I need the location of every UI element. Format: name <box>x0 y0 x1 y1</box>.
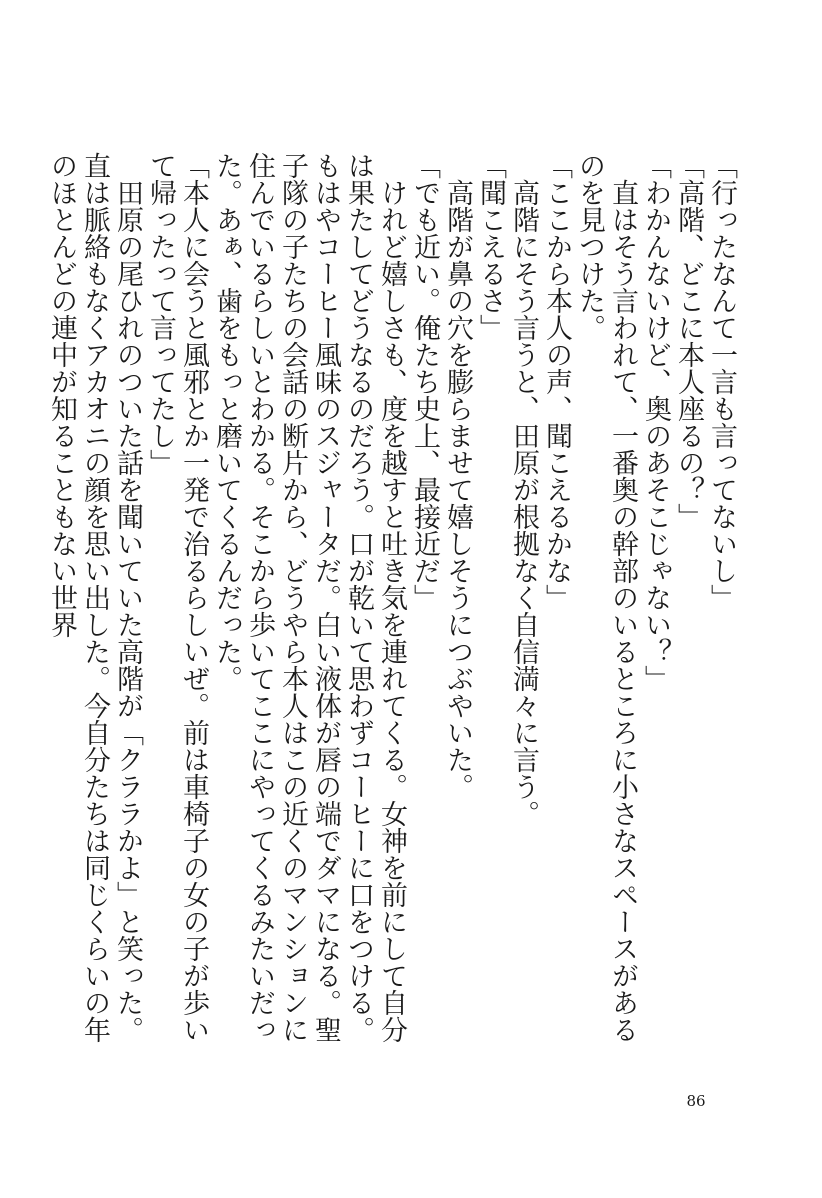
paragraph: 直はそう言われて、一番奥の幹部のいるところに小さなスペースがあるのを見つけた。 <box>574 152 638 1043</box>
paragraph: 「聞こえるさ」 <box>475 152 506 341</box>
vertical-text-body <box>46 152 738 1052</box>
paragraph: 「わかんないけど、奥のあそこじゃない？」 <box>640 152 671 692</box>
paragraph: 「でも近い。俺たち史上、最接近だ」 <box>409 152 440 611</box>
paragraph: 「行ったなんて一言も言ってないし」 <box>706 152 737 611</box>
page-number <box>0 1092 822 1110</box>
paragraph: 「本人に会うと風邪とか一発で治るらしいぜ。前は車椅子の女の子が歩いて帰ったって言ってたし」 <box>145 152 209 1043</box>
paragraph: 「高階、どこに本人座るの？」 <box>673 152 704 530</box>
page-number-text: 86 <box>686 1092 706 1110</box>
paragraph: 田原の尾ひれのついた話を聞いていた高階が「クララかよ」と笑った。直は脈絡もなくアカオニの顔を思い出した。今自分たちは同じくらいの年のほとんどの連中が知ることもない世界 <box>46 152 143 1043</box>
paragraph: けれど嬉しさも、度を越すと吐き気を連れてくる。女神を前にして自分は果たしてどうなるのだろう。口が乾いて思わずコーヒーに口をつける。もはやコーヒー風味のスジャータだ。白い液体が唇の端でダマになる。聖子隊の子たちの会話の断片から、どうやら本人はこの近くのマンションに住んでいるらしいとわかる。そこから歩いてここにやってくるみたいだった。あぁ、歯をもっと磨いてくるんだった。 <box>211 152 407 1043</box>
paragraph: 高階が鼻の穴を膨らませて嬉しそうにつぶやいた。 <box>442 152 473 800</box>
paragraph: 高階にそう言うと、田原が根拠なく自信満々に言う。 <box>508 152 539 827</box>
paragraph: 「ここから本人の声、聞こえるかな」 <box>541 152 572 611</box>
